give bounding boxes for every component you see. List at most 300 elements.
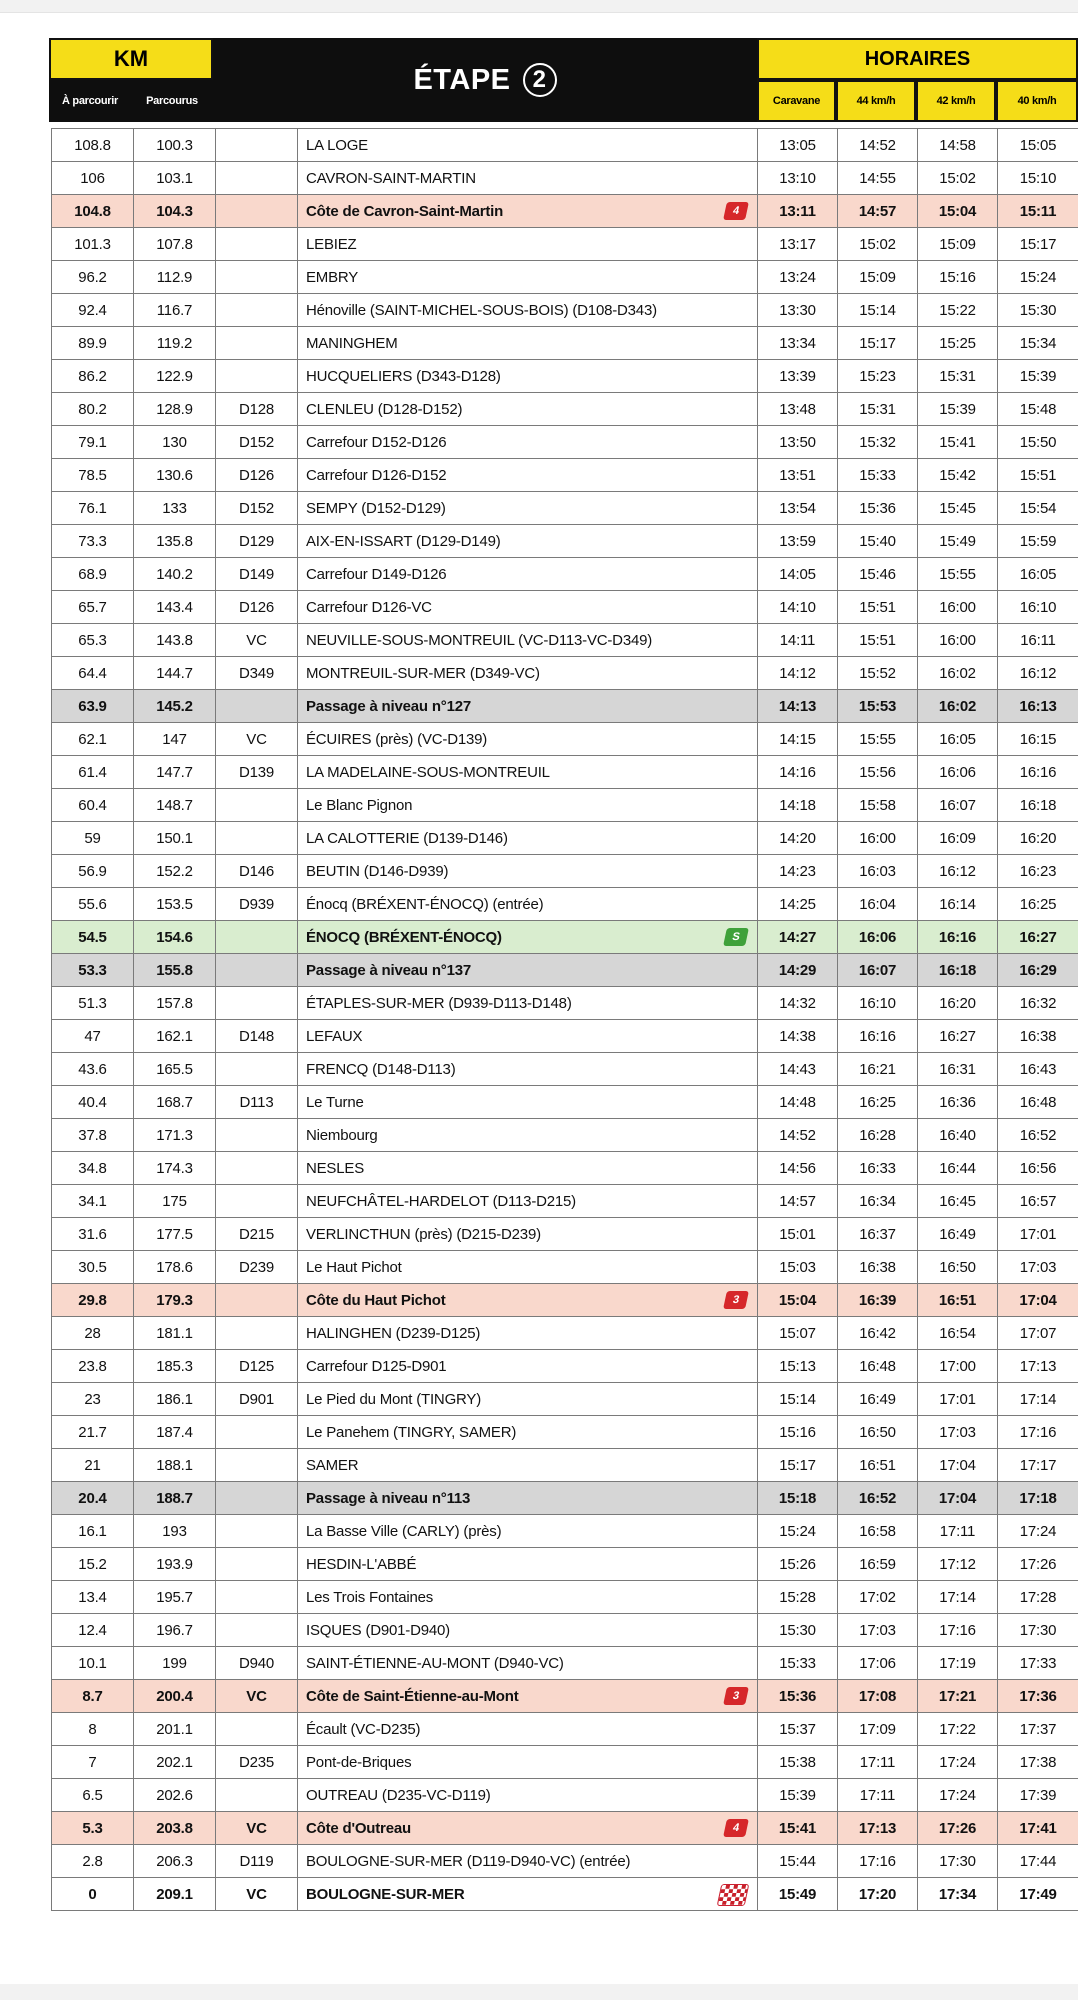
time-42-cell: 17:04: [918, 1449, 998, 1482]
km-covered-cell: 188.1: [134, 1449, 216, 1482]
km-covered-cell: 130.6: [134, 459, 216, 492]
time-42-cell: 16:12: [918, 855, 998, 888]
place-cell: [298, 1845, 758, 1878]
caravane-time-cell: 13:39: [758, 360, 838, 393]
km-remaining-cell: 34.8: [52, 1152, 134, 1185]
km-remaining-cell: 43.6: [52, 1053, 134, 1086]
place-name: Le Haut Pichot: [306, 1258, 402, 1276]
km-covered-cell: 140.2: [134, 558, 216, 591]
table-row: [52, 1383, 1078, 1416]
time-40-cell: 17:26: [998, 1548, 1078, 1581]
place-name: SAINT-ÉTIENNE-AU-MONT (D940-VC): [306, 1654, 564, 1672]
caravane-time-cell: 13:48: [758, 393, 838, 426]
time-40-cell: 17:04: [998, 1284, 1078, 1317]
table-row: [52, 426, 1078, 459]
time-40-cell: 17:28: [998, 1581, 1078, 1614]
time-44-cell: 15:09: [838, 261, 918, 294]
time-40-cell: 17:41: [998, 1812, 1078, 1845]
time-40-cell: 17:33: [998, 1647, 1078, 1680]
road-cell: D940: [216, 1647, 298, 1680]
road-cell: [216, 228, 298, 261]
place-cell: [298, 195, 758, 228]
caravane-time-cell: 15:24: [758, 1515, 838, 1548]
bottom-strip: [0, 1984, 1078, 2000]
place-name: Passage à niveau n°113: [306, 1489, 471, 1507]
place-cell: [298, 1449, 758, 1482]
time-42-cell: 16:06: [918, 756, 998, 789]
etape-title: [213, 38, 757, 122]
table-row: [52, 1581, 1078, 1614]
time-40-cell: 15:24: [998, 261, 1078, 294]
time-44-cell: 15:17: [838, 327, 918, 360]
km-covered-cell: 154.6: [134, 921, 216, 954]
table-row: [52, 756, 1078, 789]
place-cell: [298, 1119, 758, 1152]
km-remaining-cell: 61.4: [52, 756, 134, 789]
caravane-time-cell: 13:50: [758, 426, 838, 459]
place-cell: [298, 888, 758, 921]
table-row: [52, 360, 1078, 393]
km-covered-cell: 175: [134, 1185, 216, 1218]
km-remaining-cell: 59: [52, 822, 134, 855]
km-covered-cell: 155.8: [134, 954, 216, 987]
time-44-cell: 15:02: [838, 228, 918, 261]
caravane-time-cell: 14:48: [758, 1086, 838, 1119]
km-remaining-cell: 20.4: [52, 1482, 134, 1515]
km-covered-cell: 185.3: [134, 1350, 216, 1383]
time-40-cell: 15:50: [998, 426, 1078, 459]
time-40-cell: 16:15: [998, 723, 1078, 756]
table-row: [52, 1878, 1078, 1911]
km-remaining-cell: 86.2: [52, 360, 134, 393]
km-covered-cell: 174.3: [134, 1152, 216, 1185]
time-42-cell: 17:00: [918, 1350, 998, 1383]
km-covered-cell: 112.9: [134, 261, 216, 294]
time-44-cell: 17:03: [838, 1614, 918, 1647]
place-cell: [298, 1746, 758, 1779]
time-44-cell: 16:33: [838, 1152, 918, 1185]
km-covered-cell: 104.3: [134, 195, 216, 228]
time-44-cell: 16:58: [838, 1515, 918, 1548]
km-remaining-cell: 15.2: [52, 1548, 134, 1581]
km-remaining-cell: 68.9: [52, 558, 134, 591]
km-remaining-cell: 21.7: [52, 1416, 134, 1449]
km-remaining-cell: 34.1: [52, 1185, 134, 1218]
caravane-time-cell: 15:41: [758, 1812, 838, 1845]
place-cell: [298, 1581, 758, 1614]
place-name: Le Panehem (TINGRY, SAMER): [306, 1423, 517, 1441]
road-cell: [216, 129, 298, 162]
time-42-cell: 16:27: [918, 1020, 998, 1053]
road-cell: D152: [216, 426, 298, 459]
table-row: [52, 1416, 1078, 1449]
place-name: VERLINCTHUN (près) (D215-D239): [306, 1225, 541, 1243]
time-44-cell: 16:04: [838, 888, 918, 921]
time-40-cell: 17:14: [998, 1383, 1078, 1416]
caravane-time-cell: 13:59: [758, 525, 838, 558]
time-42-cell: 15:49: [918, 525, 998, 558]
time-44-cell: 16:00: [838, 822, 918, 855]
time-40-cell: 17:39: [998, 1779, 1078, 1812]
km-remaining-cell: 37.8: [52, 1119, 134, 1152]
time-44-cell: 15:32: [838, 426, 918, 459]
table-row: [52, 1482, 1078, 1515]
km-remaining-cell: 78.5: [52, 459, 134, 492]
km-remaining-cell: 0: [52, 1878, 134, 1911]
table-row: [52, 1152, 1078, 1185]
time-42-cell: 17:24: [918, 1779, 998, 1812]
place-cell: [298, 1647, 758, 1680]
road-cell: VC: [216, 1812, 298, 1845]
km-remaining-cell: 8: [52, 1713, 134, 1746]
place-name: Niembourg: [306, 1126, 378, 1144]
table-row: [52, 1020, 1078, 1053]
time-44-cell: 15:55: [838, 723, 918, 756]
km-remaining-cell: 53.3: [52, 954, 134, 987]
caravane-time-cell: 14:32: [758, 987, 838, 1020]
km-remaining-cell: 40.4: [52, 1086, 134, 1119]
km-remaining-cell: 106: [52, 162, 134, 195]
place-name: HESDIN-L'ABBÉ: [306, 1555, 417, 1573]
time-42-cell: 16:51: [918, 1284, 998, 1317]
road-cell: [216, 360, 298, 393]
time-42-cell: 16:20: [918, 987, 998, 1020]
caravane-time-cell: 14:10: [758, 591, 838, 624]
time-40-cell: 16:18: [998, 789, 1078, 822]
table-row: [52, 1284, 1078, 1317]
top-strip: [0, 0, 1078, 13]
time-40-cell: 17:38: [998, 1746, 1078, 1779]
time-44-cell: 16:37: [838, 1218, 918, 1251]
caravane-time-cell: 14:43: [758, 1053, 838, 1086]
road-cell: VC: [216, 1680, 298, 1713]
km-covered-cell: 196.7: [134, 1614, 216, 1647]
place-cell: [298, 1713, 758, 1746]
etape-label: ÉTAPE: [413, 63, 511, 96]
time-42-cell: 16:49: [918, 1218, 998, 1251]
time-44-cell: 17:08: [838, 1680, 918, 1713]
place-cell: [298, 1086, 758, 1119]
road-cell: D125: [216, 1350, 298, 1383]
caravane-time-cell: 13:11: [758, 195, 838, 228]
road-cell: D939: [216, 888, 298, 921]
place-name: Côte d'Outreau: [306, 1819, 411, 1837]
time-40-cell: 17:44: [998, 1845, 1078, 1878]
time-42-cell: 17:26: [918, 1812, 998, 1845]
place-cell: [298, 1878, 758, 1911]
time-42-cell: 15:39: [918, 393, 998, 426]
table-row: [52, 1845, 1078, 1878]
place-name: NEUFCHÂTEL-HARDELOT (D113-D215): [306, 1192, 576, 1210]
time-44-cell: 16:50: [838, 1416, 918, 1449]
table-row: [52, 162, 1078, 195]
etape-number-badge: 2: [523, 63, 557, 97]
road-cell: VC: [216, 624, 298, 657]
km-remaining-cell: 89.9: [52, 327, 134, 360]
km-remaining-cell: 30.5: [52, 1251, 134, 1284]
place-name: LEBIEZ: [306, 235, 357, 253]
km-covered-cell: 177.5: [134, 1218, 216, 1251]
caravane-time-cell: 14:52: [758, 1119, 838, 1152]
time-42-cell: 16:09: [918, 822, 998, 855]
caravane-time-cell: 14:29: [758, 954, 838, 987]
table-row: [52, 954, 1078, 987]
time-42-cell: 17:19: [918, 1647, 998, 1680]
time-44-cell: 16:42: [838, 1317, 918, 1350]
table-row: [52, 690, 1078, 723]
km-remaining-cell: 28: [52, 1317, 134, 1350]
time-42-cell: 17:24: [918, 1746, 998, 1779]
km-remaining-cell: 96.2: [52, 261, 134, 294]
time-40-cell: 17:13: [998, 1350, 1078, 1383]
time-42-cell: 17:14: [918, 1581, 998, 1614]
time-44-cell: 16:34: [838, 1185, 918, 1218]
km-remaining-cell: 65.3: [52, 624, 134, 657]
km-covered-cell: 178.6: [134, 1251, 216, 1284]
km-covered-cell: 148.7: [134, 789, 216, 822]
km-covered-cell: 143.4: [134, 591, 216, 624]
km-covered-cell: 200.4: [134, 1680, 216, 1713]
sprint-icon: S: [723, 928, 749, 946]
table-row: [52, 1746, 1078, 1779]
place-name: SAMER: [306, 1456, 359, 1474]
time-40-cell: 16:12: [998, 657, 1078, 690]
caravane-time-cell: 14:38: [758, 1020, 838, 1053]
time-40-cell: 17:16: [998, 1416, 1078, 1449]
time-44-cell: 16:52: [838, 1482, 918, 1515]
place-name: BOULOGNE-SUR-MER: [306, 1885, 465, 1903]
time-40-cell: 16:13: [998, 690, 1078, 723]
time-44-cell: 16:51: [838, 1449, 918, 1482]
km-remaining-cell: 10.1: [52, 1647, 134, 1680]
time-44-cell: 17:06: [838, 1647, 918, 1680]
place-name: Côte de Saint-Étienne-au-Mont: [306, 1687, 519, 1705]
place-name: HALINGHEN (D239-D125): [306, 1324, 481, 1342]
time-42-cell: 16:14: [918, 888, 998, 921]
road-cell: [216, 327, 298, 360]
km-covered-cell: 171.3: [134, 1119, 216, 1152]
time-44-cell: 16:03: [838, 855, 918, 888]
km-covered-cell: 150.1: [134, 822, 216, 855]
time-42-cell: 16:05: [918, 723, 998, 756]
km-covered-cell: 187.4: [134, 1416, 216, 1449]
table-header: [49, 38, 1078, 122]
place-name: Le Turne: [306, 1093, 364, 1111]
time-40-cell: 16:10: [998, 591, 1078, 624]
table-row: [52, 492, 1078, 525]
time-42-cell: 17:34: [918, 1878, 998, 1911]
road-cell: D901: [216, 1383, 298, 1416]
km-remaining-cell: 5.3: [52, 1812, 134, 1845]
place-name: LA CALOTTERIE (D139-D146): [306, 829, 508, 847]
table-row: [52, 1515, 1078, 1548]
road-cell: [216, 1449, 298, 1482]
itinerary-table: [51, 128, 1078, 1911]
time-42-cell: 17:22: [918, 1713, 998, 1746]
caravane-time-cell: 15:30: [758, 1614, 838, 1647]
caravane-time-cell: 15:36: [758, 1680, 838, 1713]
place-name: Carrefour D126-VC: [306, 598, 432, 616]
time-42-cell: 16:18: [918, 954, 998, 987]
table-row: [52, 558, 1078, 591]
place-name: Les Trois Fontaines: [306, 1588, 434, 1606]
time-40-cell: 15:10: [998, 162, 1078, 195]
caravane-time-cell: 13:24: [758, 261, 838, 294]
km-covered-cell: 128.9: [134, 393, 216, 426]
table-row: [52, 1548, 1078, 1581]
km-remaining-cell: 23: [52, 1383, 134, 1416]
time-40-cell: 15:59: [998, 525, 1078, 558]
caravane-header: Caravane: [757, 80, 836, 122]
km-remaining-cell: 60.4: [52, 789, 134, 822]
time-44-cell: 15:36: [838, 492, 918, 525]
km-remaining-cell: 8.7: [52, 1680, 134, 1713]
table-row: [52, 393, 1078, 426]
km-remaining-cell: 79.1: [52, 426, 134, 459]
time-42-cell: 16:07: [918, 789, 998, 822]
time-42-cell: 16:54: [918, 1317, 998, 1350]
table-row: [52, 195, 1078, 228]
time-40-cell: 16:29: [998, 954, 1078, 987]
place-name: Énocq (BRÉXENT-ÉNOCQ) (entrée): [306, 895, 544, 913]
road-cell: [216, 1284, 298, 1317]
km-covered-cell: 119.2: [134, 327, 216, 360]
time-40-cell: 16:23: [998, 855, 1078, 888]
table-row: [52, 657, 1078, 690]
climb-category-icon: 3: [723, 1687, 749, 1705]
km-remaining-cell: 76.1: [52, 492, 134, 525]
road-cell: [216, 1119, 298, 1152]
road-cell: [216, 294, 298, 327]
place-cell: [298, 624, 758, 657]
time-44-cell: 16:21: [838, 1053, 918, 1086]
time-42-cell: 16:16: [918, 921, 998, 954]
place-name: Passage à niveau n°127: [306, 697, 472, 715]
road-cell: [216, 690, 298, 723]
road-cell: [216, 954, 298, 987]
km-remaining-cell: 2.8: [52, 1845, 134, 1878]
km-remaining-cell: 31.6: [52, 1218, 134, 1251]
km-covered-cell: 100.3: [134, 129, 216, 162]
place-name: SEMPY (D152-D129): [306, 499, 446, 517]
table-row: [52, 1119, 1078, 1152]
table-row: [52, 1053, 1078, 1086]
place-cell: [298, 1284, 758, 1317]
km-covered-cell: 152.2: [134, 855, 216, 888]
table-row: [52, 1251, 1078, 1284]
caravane-time-cell: 14:27: [758, 921, 838, 954]
caravane-time-cell: 15:37: [758, 1713, 838, 1746]
place-name: LA LOGE: [306, 136, 368, 154]
road-cell: [216, 1185, 298, 1218]
time-44-cell: 15:52: [838, 657, 918, 690]
place-name: Carrefour D126-D152: [306, 466, 447, 484]
time-42-cell: 15:31: [918, 360, 998, 393]
time-40-cell: 17:30: [998, 1614, 1078, 1647]
road-cell: [216, 162, 298, 195]
time-42-cell: 16:00: [918, 591, 998, 624]
km-covered-cell: 116.7: [134, 294, 216, 327]
km-remaining-cell: 54.5: [52, 921, 134, 954]
km-covered-cell: 153.5: [134, 888, 216, 921]
time-42-cell: 17:04: [918, 1482, 998, 1515]
table-row: [52, 459, 1078, 492]
km-covered-cell: 103.1: [134, 162, 216, 195]
caravane-time-cell: 13:30: [758, 294, 838, 327]
time-42-cell: 17:03: [918, 1416, 998, 1449]
road-cell: D146: [216, 855, 298, 888]
place-name: ÉNOCQ (BRÉXENT-ÉNOCQ): [306, 928, 502, 946]
road-cell: [216, 1515, 298, 1548]
place-cell: [298, 1251, 758, 1284]
caravane-time-cell: 15:38: [758, 1746, 838, 1779]
time-40-cell: 16:32: [998, 987, 1078, 1020]
time-44-cell: 17:02: [838, 1581, 918, 1614]
km-remaining-cell: 16.1: [52, 1515, 134, 1548]
caravane-time-cell: 14:57: [758, 1185, 838, 1218]
place-cell: [298, 591, 758, 624]
time-42-cell: 15:42: [918, 459, 998, 492]
time-44-cell: 15:56: [838, 756, 918, 789]
time-44-cell: 15:58: [838, 789, 918, 822]
place-cell: [298, 1680, 758, 1713]
km-covered-cell: 133: [134, 492, 216, 525]
km-covered-cell: 168.7: [134, 1086, 216, 1119]
caravane-time-cell: 15:03: [758, 1251, 838, 1284]
place-cell: [298, 1218, 758, 1251]
place-cell: [298, 723, 758, 756]
place-cell: [298, 1317, 758, 1350]
table-row: [52, 261, 1078, 294]
road-cell: D129: [216, 525, 298, 558]
speed-42-header: 42 km/h: [916, 80, 996, 122]
time-42-cell: 16:00: [918, 624, 998, 657]
place-cell: [298, 162, 758, 195]
road-cell: [216, 987, 298, 1020]
time-42-cell: 17:21: [918, 1680, 998, 1713]
caravane-time-cell: 15:26: [758, 1548, 838, 1581]
place-cell: [298, 426, 758, 459]
place-name: ÉTAPLES-SUR-MER (D939-D113-D148): [306, 994, 572, 1012]
time-44-cell: 15:40: [838, 525, 918, 558]
km-covered-cell: 157.8: [134, 987, 216, 1020]
time-40-cell: 17:07: [998, 1317, 1078, 1350]
time-44-cell: 16:39: [838, 1284, 918, 1317]
time-42-cell: 15:25: [918, 327, 998, 360]
table-row: [52, 1812, 1078, 1845]
time-40-cell: 16:56: [998, 1152, 1078, 1185]
time-44-cell: 16:38: [838, 1251, 918, 1284]
place-cell: [298, 855, 758, 888]
road-cell: D239: [216, 1251, 298, 1284]
time-42-cell: 16:40: [918, 1119, 998, 1152]
time-44-cell: 16:07: [838, 954, 918, 987]
place-cell: [298, 360, 758, 393]
table-row: [52, 1779, 1078, 1812]
km-covered-cell: 130: [134, 426, 216, 459]
time-44-cell: 15:51: [838, 624, 918, 657]
time-40-cell: 16:43: [998, 1053, 1078, 1086]
road-cell: D119: [216, 1845, 298, 1878]
caravane-time-cell: 15:28: [758, 1581, 838, 1614]
time-40-cell: 16:48: [998, 1086, 1078, 1119]
road-cell: [216, 1779, 298, 1812]
km-remaining-cell: 47: [52, 1020, 134, 1053]
finish-flag-icon: [717, 1884, 750, 1906]
road-cell: [216, 1317, 298, 1350]
time-40-cell: 15:11: [998, 195, 1078, 228]
caravane-time-cell: 14:11: [758, 624, 838, 657]
